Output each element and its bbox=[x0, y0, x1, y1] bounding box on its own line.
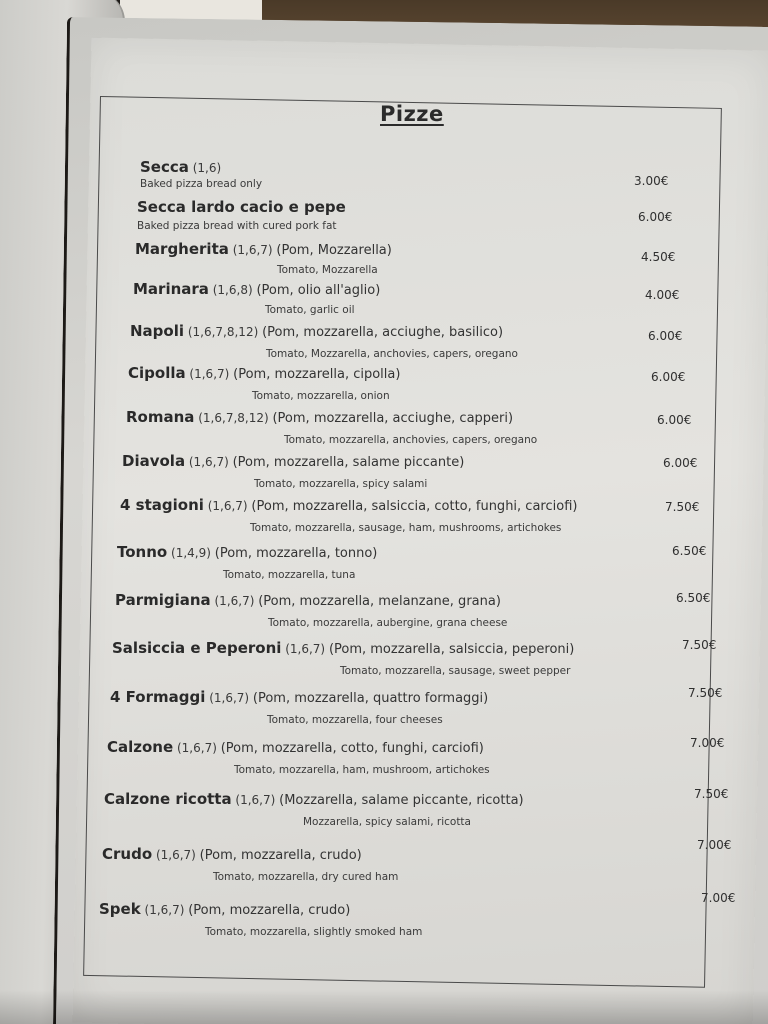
allergen-codes: (1,6,7) bbox=[140, 903, 189, 917]
english-description: Tomato, mozzarella, slightly smoked ham bbox=[205, 926, 423, 938]
allergen-codes: (1,6,7) bbox=[185, 455, 233, 469]
item-name: Cipolla bbox=[128, 364, 186, 382]
item-name: Tonno bbox=[117, 543, 168, 561]
english-description: Tomato, mozzarella, ham, mushroom, artichokes bbox=[234, 764, 490, 776]
allergen-codes: (1,6,7) bbox=[185, 367, 234, 381]
item-name: Secca bbox=[140, 158, 189, 176]
item-name: Napoli bbox=[130, 322, 185, 340]
english-description: Tomato, mozzarella, four cheeses bbox=[267, 714, 443, 726]
menu-item bbox=[130, 322, 503, 340]
menu-item bbox=[110, 688, 488, 706]
menu-item bbox=[126, 408, 513, 426]
english-description: Baked pizza bread with cured pork fat bbox=[137, 220, 337, 232]
allergen-codes: (1,6,7,8,12) bbox=[194, 411, 273, 425]
item-name: Secca lardo cacio e pepe bbox=[137, 198, 346, 216]
allergen-codes: (1,6,8) bbox=[208, 283, 257, 297]
item-price: 7.50€ bbox=[688, 686, 723, 700]
italian-description: (Pom, olio all'aglio) bbox=[256, 283, 381, 298]
menu-item bbox=[137, 198, 346, 216]
english-description: Tomato, Mozzarella, anchovies, capers, oregano bbox=[266, 348, 518, 360]
allergen-codes: (1,6,7) bbox=[205, 691, 253, 705]
italian-description: (Pom, Mozzarella) bbox=[276, 243, 392, 258]
english-description: Tomato, mozzarella, spicy salami bbox=[254, 478, 428, 490]
item-name: Calzone bbox=[107, 738, 174, 756]
italian-description: (Pom, mozzarella, melanzane, grana) bbox=[258, 594, 501, 609]
english-description: Tomato, mozzarella, tuna bbox=[223, 569, 356, 581]
item-price: 6.00€ bbox=[651, 370, 686, 384]
english-description: Tomato, mozzarella, sausage, sweet pepper bbox=[340, 665, 571, 677]
item-name: Romana bbox=[126, 408, 195, 426]
english-description: Tomato, mozzarella, anchovies, capers, oregano bbox=[284, 434, 538, 446]
menu-item bbox=[140, 158, 221, 176]
item-name: Salsiccia e Peperoni bbox=[112, 639, 282, 657]
italian-description: (Pom, mozzarella, quattro formaggi) bbox=[252, 691, 489, 706]
allergen-codes: (1,6,7) bbox=[228, 243, 277, 257]
italian-description: (Pom, mozzarella, cotto, funghi, carciofi) bbox=[220, 741, 484, 756]
allergen-codes: (1,6,7) bbox=[210, 594, 259, 608]
item-price: 6.50€ bbox=[676, 591, 711, 605]
item-price: 7.50€ bbox=[682, 638, 717, 652]
italian-description: (Pom, mozzarella, tonno) bbox=[214, 546, 378, 561]
item-name: Margherita bbox=[135, 240, 229, 258]
menu-item bbox=[107, 738, 484, 756]
item-price: 7.00€ bbox=[690, 736, 725, 750]
item-name: 4 stagioni bbox=[120, 496, 204, 514]
italian-description: (Pom, mozzarella, crudo) bbox=[188, 903, 351, 918]
italian-description: (Pom, mozzarella, crudo) bbox=[199, 848, 362, 863]
allergen-codes: (1,6) bbox=[188, 161, 222, 175]
item-price: 6.00€ bbox=[648, 329, 683, 343]
english-description: Mozzarella, spicy salami, ricotta bbox=[303, 816, 471, 828]
menu-item bbox=[104, 790, 524, 808]
item-price: 3.00€ bbox=[634, 174, 669, 188]
english-description: Baked pizza bread only bbox=[140, 178, 263, 190]
menu-item bbox=[99, 900, 350, 918]
italian-description: (Pom, mozzarella, acciughe, capperi) bbox=[272, 411, 514, 426]
allergen-codes: (1,6,7,8,12) bbox=[184, 325, 263, 339]
item-price: 6.00€ bbox=[657, 413, 692, 427]
menu-title: Pizze bbox=[380, 102, 444, 126]
item-name: Calzone ricotta bbox=[104, 790, 232, 808]
item-price: 7.50€ bbox=[665, 500, 700, 514]
item-price: 6.00€ bbox=[638, 210, 673, 224]
allergen-codes: (1,6,7) bbox=[203, 499, 252, 513]
item-price: 6.00€ bbox=[663, 456, 698, 470]
italian-description: (Pom, mozzarella, cipolla) bbox=[233, 367, 401, 382]
item-name: Crudo bbox=[102, 845, 153, 863]
menu-item bbox=[120, 496, 577, 514]
item-price: 4.50€ bbox=[641, 250, 676, 264]
allergen-codes: (1,6,7) bbox=[173, 741, 221, 755]
menu-item bbox=[133, 280, 380, 298]
item-price: 6.50€ bbox=[672, 544, 707, 558]
allergen-codes: (1,6,7) bbox=[231, 793, 280, 807]
allergen-codes: (1,4,9) bbox=[167, 546, 215, 560]
menu-item bbox=[135, 240, 392, 258]
italian-description: (Pom, mozzarella, salsiccia, peperoni) bbox=[328, 642, 575, 657]
item-name: Parmigiana bbox=[115, 591, 211, 609]
english-description: Tomato, mozzarella, dry cured ham bbox=[213, 871, 399, 883]
item-price: 4.00€ bbox=[645, 288, 680, 302]
english-description: Tomato, garlic oil bbox=[265, 304, 355, 316]
menu-item bbox=[122, 452, 464, 470]
menu-item bbox=[115, 591, 501, 609]
english-description: Tomato, Mozzarella bbox=[277, 264, 378, 276]
italian-description: (Pom, mozzarella, salame piccante) bbox=[232, 455, 465, 470]
italian-description: (Pom, mozzarella, salsiccia, cotto, funghi, carciofi) bbox=[251, 499, 578, 514]
menu-item bbox=[112, 639, 574, 657]
english-description: Tomato, mozzarella, onion bbox=[252, 390, 390, 402]
item-name: Diavola bbox=[122, 452, 186, 470]
item-price: 7.50€ bbox=[694, 787, 729, 801]
italian-description: (Pom, mozzarella, acciughe, basilico) bbox=[262, 325, 504, 340]
allergen-codes: (1,6,7) bbox=[281, 642, 329, 656]
menu-item bbox=[117, 543, 377, 561]
allergen-codes: (1,6,7) bbox=[152, 848, 200, 862]
english-description: Tomato, mozzarella, aubergine, grana cheese bbox=[268, 617, 508, 629]
menu-item bbox=[102, 845, 362, 863]
item-name: Spek bbox=[99, 900, 141, 918]
item-price: 7.00€ bbox=[701, 891, 736, 905]
english-description: Tomato, mozzarella, sausage, ham, mushrooms, artichokes bbox=[250, 522, 562, 534]
item-name: Marinara bbox=[133, 280, 209, 298]
item-name: 4 Formaggi bbox=[110, 688, 206, 706]
menu-item bbox=[128, 364, 400, 382]
italian-description: (Mozzarella, salame piccante, ricotta) bbox=[279, 793, 524, 808]
item-price: 7.00€ bbox=[697, 838, 732, 852]
